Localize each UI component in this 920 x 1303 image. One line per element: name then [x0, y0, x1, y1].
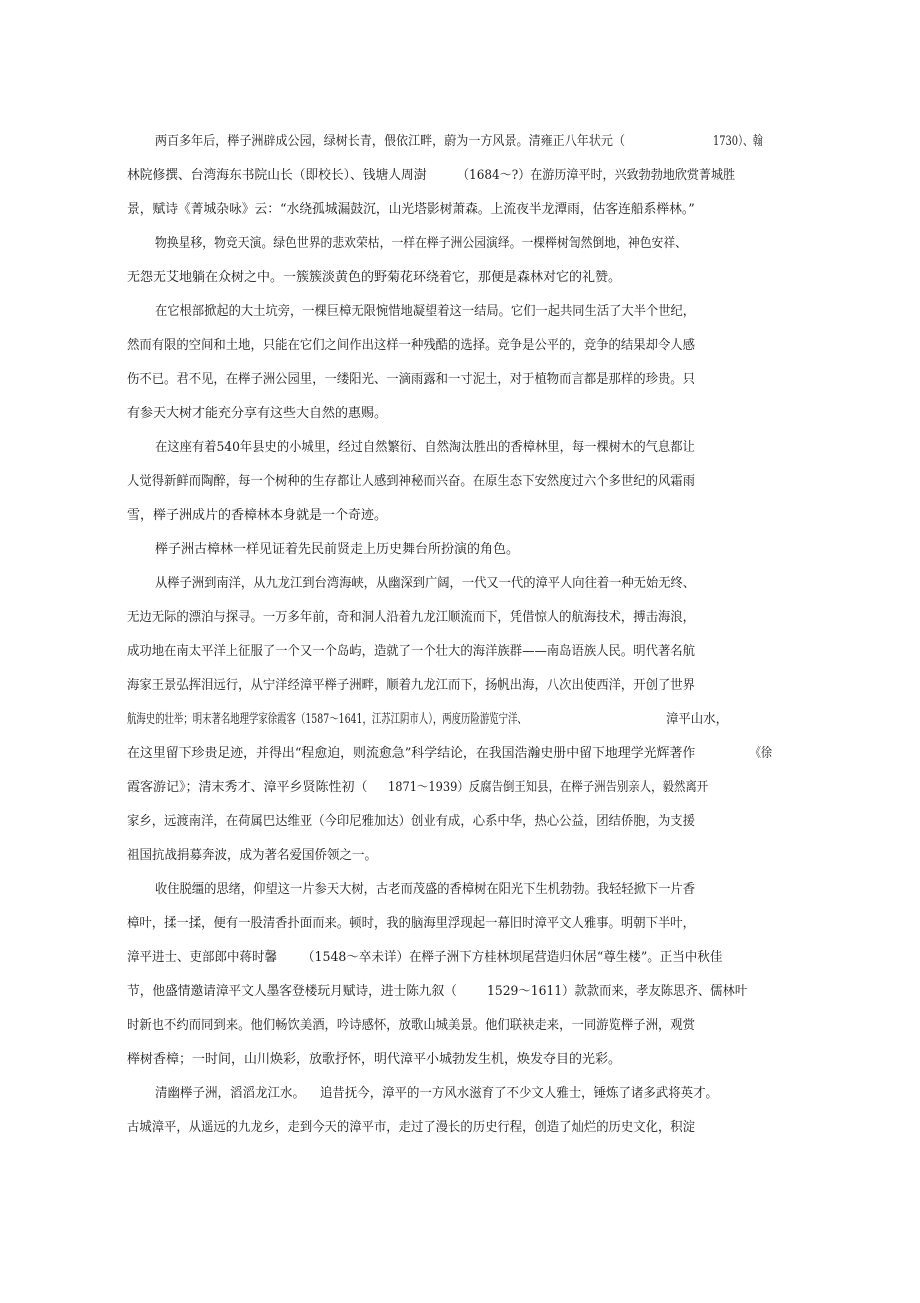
text-line: 海家王景弘挥泪远行，从宁洋经漳平榉子洲畔，顺着九龙江而下，扬帆出海，八次出使西洋，开创了世界: [127, 678, 695, 693]
text-line: 物换星移，物竞天演。绿色世界的悲欢荣枯，一样在榉子洲公园演绎。一棵榉树訇然倒地，神色安祥、: [155, 236, 688, 251]
text-line: 在这座有着540年县史的小城里，经过自然繁衍、自然淘汰胜出的香樟林里，每一棵树木的气息都让: [155, 440, 695, 455]
text-line: 清幽榉子洲，滔滔龙江水。: [155, 1086, 306, 1101]
text-line: 追昔抚今，漳平的一方风水滋育了不少文人雅士，锤炼了诸多武将英才。: [320, 1086, 719, 1101]
text-line: 收住脱缰的思绪，仰望这一片参天大树，古老而茂盛的香樟树在阳光下生机勃勃。我轻轻掀下一片香: [155, 882, 696, 897]
text-line: 景，赋诗《菁城杂咏》云：“水绕孤城漏鼓沉，山光塔影树萧森。上流夜半龙潭雨，估客连船系榉林。”: [127, 202, 695, 217]
text-line: 航海史的壮举；明末著名地理学家徐霞客（1587～1641，江苏江阴市人），两度历险游览宁洋、: [127, 712, 527, 727]
text-line: 从榉子洲到南洋，从九龙江到台湾海峡，从幽深到广阔，一代又一代的漳平人向往着一种无始无终、: [155, 576, 696, 591]
text-line: 时新也不约而同到来。他们畅饮美酒，吟诗感怀，放歌山城美景。他们联袂走来，一同游览榉子洲，观赏: [127, 1018, 695, 1033]
text-line: 1529～1611）款款而来，孝友陈思齐、儒林叶: [487, 984, 748, 999]
text-line: 1730）、翰: [713, 134, 763, 149]
text-line: 节，他盛情邀请漳平文人墨客登楼玩月赋诗，进士陈九叙（: [127, 984, 458, 999]
text-line: 成功地在南太平洋上征服了一个又一个岛屿，造就了一个壮大的海洋族群——南岛语族人民。明代著名航: [127, 644, 695, 659]
text-line: 古城漳平，从遥远的九龙乡，走到今天的漳平市，走过了漫长的历史行程，创造了灿烂的历史文化，积淀: [127, 1120, 695, 1135]
text-line: 家乡，远渡南洋，在荷属巴达维亚（今印尼雅加达）创业有成，心系中华，热心公益，团结侨胞，为支援: [127, 814, 695, 829]
text-line: 霞客游记》；清末秀才、漳平乡贤陈性初（: [127, 780, 368, 795]
text-line: 两百多年后，榉子洲辟成公园，绿树长青，偎依江畔，蔚为一方风景。清雍正八年状元（: [155, 134, 626, 149]
text-line: 在这里留下珍贵足迹，并得出“程愈迫，则流愈急”科学结论，在我国浩瀚史册中留下地理学光辉著作: [127, 746, 696, 761]
text-line: 漳平山水，: [666, 712, 729, 727]
text-line: 《徐: [750, 746, 773, 761]
text-line: 1871～1939）反腐告倒王知县，在榉子洲告别亲人，毅然离开: [388, 780, 709, 795]
text-line: 无怨无艾地躺在众树之中。一簇簇淡黄色的野菊花环绕着它，那便是森林对它的礼赞。: [127, 270, 622, 285]
text-line: 无边无际的漂泊与探寻。一万多年前，奇和洞人沿着九龙江顺流而下，凭借惊人的航海技术，搏击海浪，: [127, 610, 695, 625]
text-line: 雪，榉子洲成片的香樟林本身就是一个奇迹。: [127, 508, 388, 523]
text-line: （1548～卒未详）在榉子洲下方桂林坝尾营造归休居“尊生楼”。正当中秋佳: [302, 950, 723, 965]
text-line: 有参天大树才能充分享有这些大自然的惠赐。: [127, 406, 388, 421]
text-line: 榉子洲古樟林一样见证着先民前贤走上历史舞台所扮演的角色。: [155, 542, 520, 557]
text-line: 伤不已。君不见，在榉子洲公园里，一缕阳光、一滴雨露和一寸泥土，对于植物而言都是那样的珍贵。只: [127, 372, 695, 387]
text-line: 祖国抗战捐募奔波，成为著名爱国侨领之一。: [127, 848, 378, 863]
text-line: 然而有限的空间和土地，只能在它们之间作出这样一种残酷的选择。竞争是公平的，竞争的结果却令人感: [127, 338, 695, 353]
text-line: 樟叶，揉一揉，便有一股清香扑面而来。顿时，我的脑海里浮现起一幕旧时漳平文人雅事。明朝下半叶，: [127, 916, 695, 931]
text-line: 在它根部掀起的大土坑旁，一棵巨樟无限惋惜地凝望着这一结局。它们一起共同生活了大半个世纪，: [155, 304, 696, 319]
text-line: 榉树香樟；一时间，山川焕彩，放歌抒怀，明代漳平小城勃发生机，焕发夺目的光彩。: [127, 1052, 622, 1067]
text-line: 人觉得新鲜而陶醉，每一个树种的生存都让人感到神秘而兴奋。在原生态下安然度过六个多世纪的风霜雨: [127, 474, 695, 489]
text-line: （1684～?）在游历漳平时，兴致勃勃地欣赏菁城胜: [457, 168, 736, 183]
text-line: 林院修撰、台湾海东书院山长（即校长）、钱塘人周澍: [127, 168, 427, 183]
text-line: 漳平进士、吏部郎中蒋时馨: [127, 950, 278, 965]
